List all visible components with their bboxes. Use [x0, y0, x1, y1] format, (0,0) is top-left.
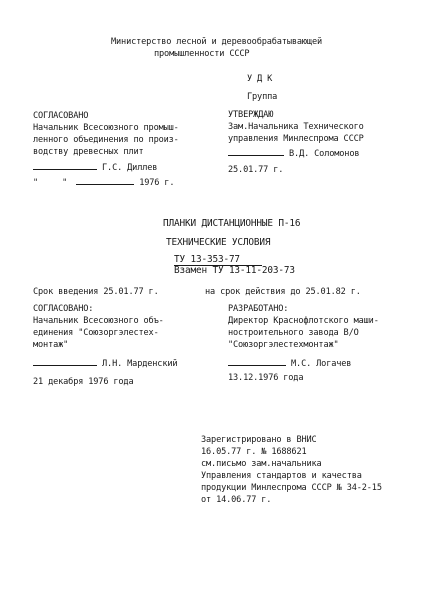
date-blank [76, 176, 134, 185]
agreed-line-2: ленного объединения по произ- [33, 135, 179, 145]
signature-blank [228, 147, 284, 156]
developed-line-1: Директор Краснофлотского маши- [228, 316, 379, 326]
registration-line-6: от 14.06.77 г. [201, 495, 272, 505]
approved-line-1: Зам.Начальника Технического [228, 122, 364, 132]
developed-date: 13.12.1976 года [228, 373, 304, 383]
agreed2-line-2: единения "Союзоргэлестех- [33, 328, 159, 338]
group-label: Группа [247, 92, 278, 102]
registration-line-3: см.письмо зам.начальника [201, 459, 322, 469]
approved-heading: УТВЕРЖДАЮ [228, 110, 274, 120]
udk-label: У Д К [247, 74, 273, 84]
agreed-signature-row [33, 161, 157, 173]
agreed-line-3: водству древесных плит [33, 147, 144, 157]
developed-signatory: М.С. Логачев [291, 359, 352, 369]
agreed-date-row [33, 176, 174, 188]
registration-line-1: Зарегистрировано в ВНИС [201, 435, 317, 445]
document-title: ПЛАНКИ ДИСТАНЦИОННЫЕ П-16 [163, 218, 301, 229]
replaces-tu: Взамен ТУ 13-11-203-73 [174, 265, 295, 276]
validity-end: на срок действия до 25.01.82 г. [205, 287, 361, 297]
signature-blank [33, 357, 97, 366]
registration-line-4: Управления стандартов и качества [201, 471, 362, 481]
agreed-line-1: Начальник Всесоюзного промыш- [33, 123, 179, 133]
agreed2-signature-row [33, 357, 177, 369]
ministry-line-2: промышленности СССР [154, 49, 250, 59]
developed-line-2: ностроительного завода В/О [228, 328, 359, 338]
agreed-year: 1976 г. [139, 178, 175, 188]
agreed-signatory: Г.С. Диллев [102, 163, 158, 173]
approved-signature-row [228, 147, 359, 159]
agreed2-line-1: Начальник Всесоюзного объ- [33, 316, 164, 326]
developed-line-3: "Союзоргэлестехмонтаж" [228, 340, 339, 350]
registration-line-5: продукции Минлеспрома СССР № 34-2-15 [201, 483, 382, 493]
ministry-line-1: Министерство лесной и деревообрабатывающей [111, 37, 323, 47]
registration-line-2: 16.05.77 г. № 1688621 [201, 447, 307, 457]
date-quote-open: " [33, 178, 39, 188]
agreed-heading: СОГЛАСОВАНО [33, 111, 89, 121]
agreed2-line-3: монтаж" [33, 340, 69, 350]
agreed2-signatory: Л.Н. Марденский [102, 359, 178, 369]
signature-blank [33, 161, 97, 170]
signature-blank [228, 357, 286, 366]
date-quote-close: " [62, 178, 68, 188]
approved-date: 25.01.77 г. [228, 165, 284, 175]
developed-heading: РАЗРАБОТАНО: [228, 304, 289, 314]
validity-start: Срок введения 25.01.77 г. [33, 287, 159, 297]
approved-signatory: В.Д. Соломонов [289, 149, 360, 159]
approved-line-2: управления Минлеспрома СССР [228, 134, 364, 144]
tu-number: ТУ 13-353-77 [174, 255, 262, 266]
document-subtitle: ТЕХНИЧЕСКИЕ УСЛОВИЯ [166, 237, 271, 248]
agreed2-heading: СОГЛАСОВАНО: [33, 304, 94, 314]
developed-signature-row [228, 357, 351, 369]
agreed2-date: 21 декабря 1976 года [33, 377, 134, 387]
